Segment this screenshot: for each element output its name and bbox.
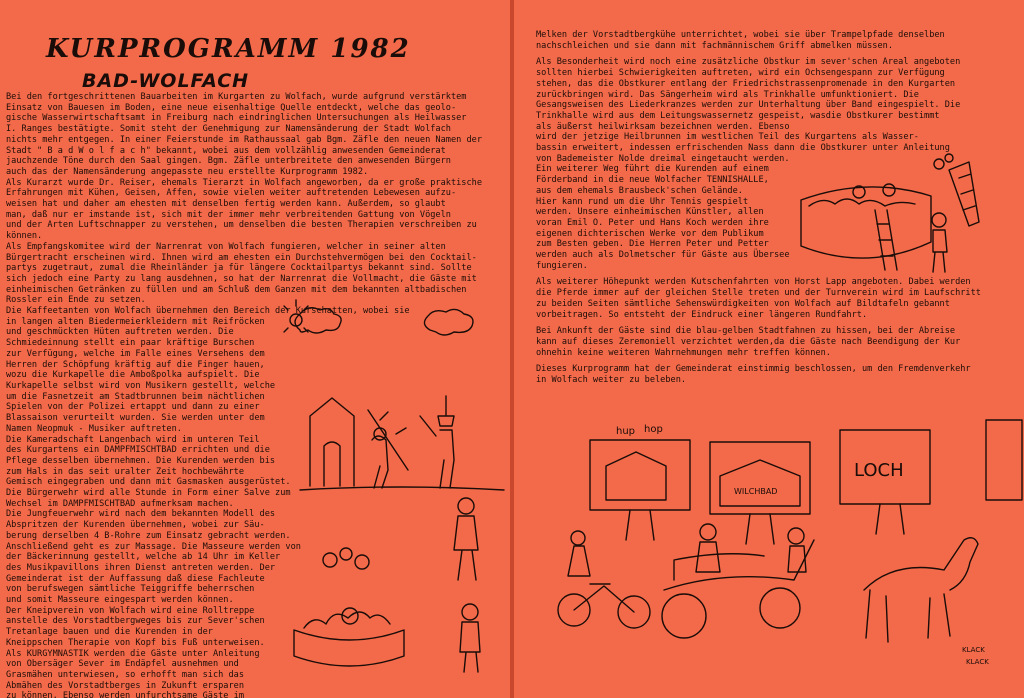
sign-bath: [710, 442, 810, 514]
sign-loch: [840, 430, 930, 504]
text-line: Einsatz von Bauesen im Boden, eine neue eisenhaltige Quelle entdeckt, welche das geolo-: [6, 102, 457, 113]
text-line: eigenen dichterischen Werke vor dem Publikum: [536, 228, 764, 239]
text-line: zu beiden Seiten sämtliche Sehenswürdigkeiten von Wolfach auf Bildtafeln gebannt: [536, 298, 950, 309]
text-line: Kurkapelle selbst wird von Musikern gestellt, welche: [6, 380, 276, 391]
text-line: Der Kneipverein von Wolfach wird eine Rolltreppe: [6, 605, 255, 616]
pool-illustration: [789, 150, 1024, 280]
text-line: Gesangsweisen des Liederkranzes werden zur Unterhaltung über Band eingespielt. Die: [536, 100, 961, 111]
text-line: Dieses Kurprogramm hat der Gemeinderat einstimmig beschlossen, um den Fremdenverkehr: [536, 364, 971, 375]
text-line: auch das der Namensänderung angepasste neu erstellte Kurprogramm 1982.: [6, 166, 369, 177]
text-line: vorbeitragen. So entsteht der Eindruck einer längeren Rundfahrt.: [536, 309, 868, 320]
text-line: Erfahrungen mit Kühen, Geisen, Affen, sowie vielen weiter auftretenden Lebewesen aufzu-: [6, 188, 457, 199]
text-line: Stadt " B a d W o l f a c h" bekannt, wobei aus dem vollzählig anwesenden Gemeinderat: [6, 145, 446, 156]
text-line: Bei Ankunft der Gäste sind die blau-gelben Stadtfahnen zu hissen, bei der Abreise: [536, 326, 956, 337]
text-line: zurückbringen wird. Das Sängerheim wird als Trinkhalle umfunktioniert. Die: [536, 89, 919, 100]
text-line: Förderband in die neue Wolfacher TENNISHALLE,: [536, 175, 769, 186]
text-line: fungieren.: [536, 260, 588, 271]
text-line: aus dem ehemals Brausbeck'schen Gelände.: [536, 185, 743, 196]
text-line: Tretanlage bauen und die Kurenden in der: [6, 627, 213, 638]
text-line: Trinkhalle wird aus dem Leitungswassernetz gespeist, wasdie Obstkurer bestimmt: [536, 110, 940, 121]
text-line: stehen, das die Obstkurer entlang der Friedrichstrassenpromenade in den Kurgarten: [536, 78, 956, 89]
carriage-procession-illustration: [534, 390, 1024, 690]
text-line: von Obersäger Sever im Endäpfel ausnehmen und: [6, 659, 239, 670]
text-line: I. Ranges bestätigte. Somit steht der Genehmigung zur Namensänderung der Stadt Wolfach: [6, 124, 451, 135]
sign-hup-text: hup: [616, 426, 636, 437]
text-line: und geschmückten Hüten auftreten werden. Die: [6, 327, 234, 338]
sign-hop-text: hop: [644, 424, 663, 435]
text-line: wird der jetzige Heilbrunnen im westlichen Teil des Kurgartens als Wasser-: [536, 132, 919, 143]
text-line: zum Hals in das seit uralter Zeit hochbewährte: [6, 466, 244, 477]
text-line: und somit Masseure eingespart werden können.: [6, 595, 234, 606]
text-line: des Kurgartens ein DAMPFMISCHTBAD errichten und die: [6, 445, 270, 456]
text-line: Gemisch eingegraben und dann mit Gasmasken ausgerüstet.: [6, 477, 291, 488]
text-line: können.: [6, 231, 43, 242]
text-line: einheimischen Getränken zu füllen und am Schluß dem Ganzen mit dem bekannten altbadischen: [6, 284, 467, 295]
text-line: des Musikpavillons ihren Dienst antreten werden. Der: [6, 562, 276, 573]
text-line: Wechsel im DAMPFMISCHTBAD aufmerksam machen.: [6, 498, 234, 509]
text-line: Herren der Schöpfung kräftig auf die Finger hauen,: [6, 359, 265, 370]
text-line: Hier kann rund um die Uhr Tennis gespielt: [536, 196, 749, 207]
text-line: Abspritzen der Kurenden übernehmen, wobei zur Säu-: [6, 520, 265, 531]
text-line: und der Arten Luftschnapper zu verstehen, um denselben die besten Therapien verschreiben zu: [6, 220, 477, 231]
text-line: die Pferde immer auf der gleichen Stelle treten und der Turnverein wird im Laufschritt: [536, 288, 981, 299]
text-line: Bei den fortgeschrittenen Bauarbeiten im Kurgarten zu Wolfach, wurde aufgrund verstärktem: [6, 92, 467, 102]
left-page: [0, 0, 510, 698]
guards-illustration: [296, 390, 508, 500]
text-line: Melken der Vorstadtbergkühe unterrichtet, wobei sie über Trampelpfade denselben: [536, 30, 945, 40]
text-line: Die Kaffeetanten von Wolfach übernehmen den Bereich der Kurschatten, wobei sie: [6, 306, 410, 317]
sign-partial: [986, 420, 1022, 500]
text-line: Als weiterer Höhepunkt werden Kutschenfahrten von Horst Lapp angeboten. Dabei werden: [536, 277, 971, 288]
text-line: nachschleichen und sie dann mit fachmännischem Griff abmelken müssen.: [536, 40, 893, 51]
text-line: Anschließend geht es zur Massage. Die Masseure werden von: [6, 541, 301, 552]
text-line: zu können. Ebenso werden unfurchtsame Gäste im: [6, 691, 244, 698]
text-line: werden auch als Dolmetscher für Gäste aus Übersee: [536, 250, 790, 261]
text-line: sollten hierbei Schwierigkeiten auftreten, wird ein Ochsengespann zur Verfügung: [536, 68, 945, 79]
text-line: Die Jungfeuerwehr wird nach dem bekannten Modell des: [6, 509, 276, 520]
text-line: in langen alten Biedermeierkleidern mit Reifröcken: [6, 316, 265, 327]
text-line: Kneippschen Therapie von Kopf bis Fuß unterweisen.: [6, 637, 265, 648]
text-line: partys zugetraut, zumal die Rheinländer ja für längere Cocktailpartys bekannt sind. Sollte: [6, 263, 472, 274]
text-line: zum Besten geben. Die Herren Peter und Petter: [536, 239, 769, 250]
text-line: in Wolfach weiter zu beleben.: [536, 375, 687, 386]
text-line: Namen Neopmuk - Musiker auftreten.: [6, 423, 182, 434]
text-line: Als Besonderheit wird noch eine zusätzliche Obstkur im sever'schen Areal angeboten: [536, 57, 961, 68]
text-line: bassin erweitert, indessen erfrischenden Nass dann die Obstkurer unter Anleitung: [536, 143, 950, 154]
text-line: sich jedoch eine Party zu lang ausdehnen, so hat der Narrenrat die Vollmacht, die Gäste mit: [6, 273, 477, 284]
text-line: Bürgertracht erscheinen wird. Ihnen wird am ehesten ein Durchstehvermögen bei den Cocktail-: [6, 252, 477, 263]
text-line: Die Kameradschaft Langenbach wird im unteren Teil: [6, 434, 260, 445]
text-line: Blassaison verurteilt wurden. Sie werden unter dem: [6, 413, 265, 424]
text-line: Als KURGYMNASTIK werden die Gäste unter Anleitung: [6, 648, 260, 659]
text-line: kann auf dieses Zeremoniell verzichtet werden,da die Gäste nach Beendigung der Kur: [536, 336, 961, 347]
text-line: anstelle des Vorstadtbergweges bis zur Sever'schen: [6, 616, 265, 627]
text-line: der Bäckerinnung gestellt, welche ab 14 Uhr im Keller: [6, 552, 281, 563]
sign-hup-hop: [590, 424, 690, 510]
text-line: voran Emil O. Peter und Hans Koch werden ihre: [536, 217, 769, 228]
sun-clouds-illustration: [280, 290, 500, 360]
text-line: ohnehin keine weiteren Wahrnehmungen mehr treffen können.: [536, 347, 831, 358]
text-line: werden. Unsere einheimischen Künstler, allen: [536, 207, 764, 218]
text-line: als äußerst heilwirksam bezeichnen werden. Ebenso: [536, 121, 790, 132]
text-line: Die Bürgerwehr wird alle Stunde in Form einer Salve zum: [6, 488, 291, 499]
text-line: berung derselben 4 B-Rohre zum Einsatz gebracht werden.: [6, 530, 291, 541]
text-line: nichts mehr entgegen. In einer Feierstunde im Rathaussaal gab Bgm. Zäfle den neuen Namen der: [6, 134, 482, 145]
right-page: [514, 0, 1024, 698]
steam-bath-illustration: [290, 540, 410, 680]
text-line: jauchzende Töne durch den Saal gingen. Bgm. Zäfle unterbreitete den anwesenden Bürgern: [6, 156, 451, 167]
text-line: Schmiedeinnung stellt ein paar kräftige Burschen: [6, 338, 255, 349]
page-title: KURPROGRAMM 1982: [46, 34, 411, 64]
text-line: Rossler ein Ende zu setzen.: [6, 295, 146, 306]
text-line: wozu die Kurkapelle die Amboßpolka aufspielt. Die: [6, 370, 260, 381]
text-line: Abmähen des Vorstadtberges in Zukunft ersparen: [6, 680, 244, 691]
text-line: Spielen von der Polizei ertappt und dann zu einer: [6, 402, 260, 413]
page-subtitle: BAD-WOLFACH: [82, 70, 250, 92]
figures-illustration: [436, 490, 506, 680]
text-line: von berufswegen sämtliche Teiggriffe beherrschen: [6, 584, 255, 595]
text-line: Pflege desselben übernehmen. Die Kurenden werden bis: [6, 455, 276, 466]
text-line: Als Kurarzt wurde Dr. Reiser, ehemals Tierarzt in Wolfach angeworben, da er große praktische: [6, 177, 482, 188]
text-line: Ein weiterer Weg führt die Kurenden auf einem: [536, 164, 769, 175]
klack-text-2: KLACK: [966, 658, 989, 666]
text-line: Als Empfangskomitee wird der Narrenrat von Wolfach fungieren, welcher in seiner alten: [6, 241, 446, 252]
text-line: weisen hat und daher am ehesten mit denselben fertig werden kann. Außerdem, so glaubt: [6, 199, 446, 210]
text-line: Gemeinderat ist der Auffassung daß diese Fachleute: [6, 573, 265, 584]
sign-loch-text: LOCH: [854, 460, 904, 481]
text-line: gische Wasserwirtschaftsamt in Freiburg nach eindringlichen Untersuchungen als Heilwasser: [6, 113, 467, 124]
text-line: zur Verfügung, welche im Falle eines Versehens dem: [6, 348, 265, 359]
text-line: von Bademeister Nolde dreimal eingetaucht werden.: [536, 153, 790, 164]
klack-text-1: KLACK: [962, 646, 985, 654]
text-line: um die Fasnetzeit am Stadtbrunnen beim nächtlichen: [6, 391, 265, 402]
sign-bath-text: WILCHBAD: [734, 487, 778, 496]
text-line: man, daß nur er imstande ist, sich mit der immer mehr verbreitenden Gattung von Vögeln: [6, 209, 451, 220]
text-line: Grasmähen unterwiesen, so erhofft man sich das: [6, 669, 244, 680]
